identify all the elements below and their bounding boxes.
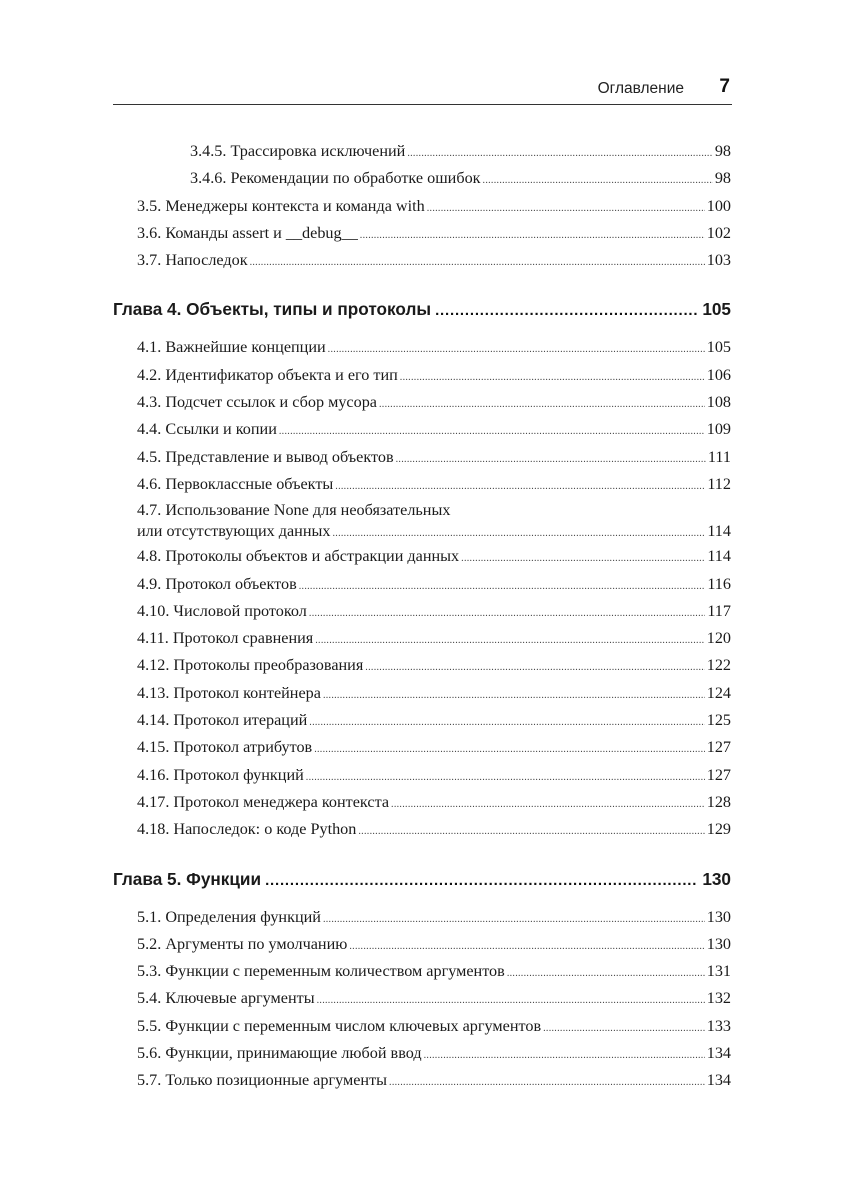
dot-leader [396, 444, 706, 473]
toc-entry[interactable] [113, 362, 731, 389]
dot-leader [435, 294, 698, 326]
dot-leader [250, 247, 705, 276]
toc-entry-page: 105 [706, 338, 731, 357]
dot-leader [389, 1067, 705, 1096]
chapter-title: Глава 4. Объекты, типы и протоколы [113, 299, 432, 320]
dot-leader [400, 362, 705, 391]
toc-entry-number: 4.5. [137, 447, 162, 466]
toc-entry-title: Подсчет ссылок и сбор мусора [165, 393, 377, 412]
toc-entry-title: Трассировка исключений [230, 142, 406, 160]
toc-entry-title: Определения функций [165, 907, 321, 926]
toc-entry[interactable] [113, 571, 731, 598]
toc-entry-title-continued: или отсутствующих данных [137, 522, 331, 541]
toc-entry-title: Идентификатор объекта и его тип [165, 365, 398, 384]
toc-entry-title: Протокол контейнера [173, 683, 321, 702]
toc-entry[interactable] [113, 247, 731, 274]
dot-leader [379, 389, 705, 418]
toc-entry-number: 4.15. [137, 738, 170, 757]
dot-leader [279, 416, 705, 445]
toc-entry[interactable] [113, 444, 731, 471]
toc-entry[interactable] [113, 707, 731, 734]
toc-entry-page: 100 [706, 196, 731, 215]
toc-entry-page: 108 [706, 393, 731, 412]
dot-leader [365, 652, 704, 681]
dot-leader [424, 1040, 705, 1069]
toc-entry-title: Протокол итераций [173, 711, 308, 730]
toc-entry[interactable] [113, 762, 731, 789]
toc-entry-page: 128 [706, 792, 731, 811]
toc-entry-number: 4.7. [137, 501, 162, 520]
toc-entry-page: 129 [706, 820, 731, 839]
dot-leader [306, 762, 705, 791]
toc-entry[interactable] [113, 471, 731, 498]
toc-entry-number: 5.5. [137, 1016, 162, 1035]
toc-entry[interactable] [113, 165, 731, 192]
toc-entry-page: 131 [706, 962, 731, 981]
toc-entry-page: 116 [707, 574, 731, 593]
toc-entry[interactable] [113, 389, 731, 416]
dot-leader [543, 1013, 705, 1042]
toc-entry-number: 4.17. [137, 792, 170, 811]
toc-entry-number: 4.14. [137, 711, 170, 730]
dot-leader [332, 519, 705, 546]
toc-entry-number: 4.3. [137, 393, 162, 412]
dot-leader [317, 985, 705, 1014]
dot-leader [391, 789, 705, 818]
dot-leader [335, 471, 705, 500]
toc-entry-page: 133 [706, 1016, 731, 1035]
toc-entry-page: 102 [706, 223, 731, 242]
toc-entry-number: 4.1. [137, 338, 162, 357]
toc-entry[interactable] [113, 958, 731, 985]
toc-entry-page: 98 [714, 169, 731, 188]
table-of-contents [113, 138, 731, 1095]
toc-entry-title: Функции, принимающие любой ввод [165, 1044, 422, 1063]
toc-entry-title: Функции с переменным числом ключевых аргументов [165, 1016, 542, 1035]
dot-leader [483, 165, 713, 194]
toc-entry[interactable] [113, 625, 731, 652]
toc-entry-page: 103 [706, 251, 731, 270]
toc-entry-title: Функции с переменным количеством аргументов [165, 962, 505, 981]
toc-entry[interactable] [113, 816, 731, 843]
toc-entry[interactable] [113, 931, 731, 958]
toc-entry-page: 114 [707, 522, 731, 541]
toc-entry-number: 5.4. [137, 989, 162, 1008]
running-title: Оглавление [597, 80, 684, 97]
toc-entry-title: Первоклассные объекты [165, 474, 334, 493]
dot-leader [323, 680, 705, 709]
toc-entry-title: Протокол функций [173, 765, 304, 784]
toc-entry-number: 3.5. [137, 196, 162, 215]
toc-entry[interactable] [113, 138, 731, 165]
toc-entry-number: 4.12. [137, 656, 170, 675]
toc-entry[interactable] [113, 193, 731, 220]
dot-leader [358, 816, 704, 845]
running-header [113, 76, 732, 105]
toc-entry-page: 111 [707, 447, 731, 466]
toc-entry[interactable] [113, 985, 731, 1012]
toc-entry-title: Протокол атрибутов [173, 738, 313, 757]
toc-entry-title: Важнейшие концепции [165, 338, 326, 357]
toc-entry[interactable] [113, 789, 731, 816]
toc-entry-page: 124 [706, 683, 731, 702]
dot-leader [328, 334, 705, 363]
chapter-heading-4[interactable] [113, 294, 731, 324]
chapter-page: 105 [702, 299, 731, 320]
toc-entry[interactable] [113, 652, 731, 679]
chapter-page: 130 [702, 868, 731, 889]
toc-entry-title: Команды assert и __debug__ [165, 223, 358, 242]
toc-entry-title: Протоколы объектов и абстракции данных [165, 547, 460, 566]
toc-entry-number: 4.4. [137, 420, 162, 439]
toc-entry-title: Ссылки и копии [165, 420, 277, 439]
toc-entry-title: Менеджеры контекста и команда with [165, 196, 425, 215]
toc-entry-title: Числовой протокол [173, 601, 307, 620]
toc-entry[interactable] [113, 220, 731, 247]
toc-entry-page: 109 [706, 420, 731, 439]
toc-entry-page: 112 [707, 474, 731, 493]
toc-entry[interactable] [113, 543, 731, 570]
toc-entry-title: Протоколы преобразования [173, 656, 364, 675]
dot-leader [323, 904, 705, 933]
toc-entry-number: 5.6. [137, 1044, 162, 1063]
toc-entry-number: 4.13. [137, 683, 170, 702]
toc-entry-page: 132 [706, 989, 731, 1008]
toc-entry-page: 134 [706, 1071, 731, 1090]
toc-entry[interactable] [113, 1040, 731, 1067]
toc-entry-title: Аргументы по умолчанию [165, 934, 348, 953]
toc-entry-title: Напоследок: о коде Python [173, 820, 357, 839]
toc-entry-page: 106 [706, 365, 731, 384]
toc-entry-number: 4.16. [137, 765, 170, 784]
toc-entry-number: 5.2. [137, 934, 162, 953]
toc-entry-number: 4.18. [137, 820, 170, 839]
dot-leader [309, 598, 705, 627]
dot-leader [407, 138, 712, 167]
toc-entry-number: 3.4.6. [190, 169, 227, 188]
dot-leader [360, 220, 705, 249]
toc-entry[interactable] [113, 498, 731, 543]
dot-leader [461, 543, 705, 572]
toc-entry-number: 3.7. [137, 251, 162, 270]
toc-entry-title: Протокол объектов [165, 574, 297, 593]
dot-leader [309, 707, 704, 736]
toc-entry-title: Напоследок [165, 251, 248, 270]
toc-entry[interactable] [113, 334, 731, 361]
toc-entry-number: 4.6. [137, 474, 162, 493]
toc-entry-page: 98 [714, 142, 731, 160]
toc-entry[interactable] [113, 734, 731, 761]
toc-entry-page: 117 [707, 601, 731, 620]
toc-entry-page: 114 [707, 547, 731, 566]
toc-entry-title: Ключевые аргументы [165, 989, 315, 1008]
toc-entry-page: 130 [706, 907, 731, 926]
toc-entry[interactable] [113, 1067, 731, 1094]
toc-entry-page: 127 [706, 765, 731, 784]
toc-entry-number: 4.10. [137, 601, 170, 620]
toc-entry-number: 5.7. [137, 1071, 162, 1090]
dot-leader [265, 864, 698, 896]
chapter-heading-5[interactable] [113, 864, 731, 894]
dot-leader [349, 931, 704, 960]
toc-entry-title: Протокол менеджера контекста [173, 792, 390, 811]
toc-entry-page: 122 [706, 656, 731, 675]
toc-entry[interactable] [113, 416, 731, 443]
dot-leader [315, 625, 704, 654]
toc-entry-page: 120 [706, 629, 731, 648]
toc-entry-number: 4.9. [137, 574, 162, 593]
toc-entry-page: 125 [706, 711, 731, 730]
toc-entry-page: 130 [706, 934, 731, 953]
dot-leader [299, 571, 706, 600]
toc-entry-title: Рекомендации по обработке ошибок [230, 169, 481, 188]
toc-entry[interactable] [113, 598, 731, 625]
toc-entry-number: 3.4.5. [190, 142, 227, 160]
toc-entry-title: Только позиционные аргументы [165, 1071, 388, 1090]
toc-entry[interactable] [113, 904, 731, 931]
toc-entry-number: 5.1. [137, 907, 162, 926]
dot-leader [314, 734, 705, 763]
toc-entry-number: 5.3. [137, 962, 162, 981]
toc-entry-title: Использование None для необязательных [165, 501, 451, 520]
toc-entry[interactable] [113, 680, 731, 707]
toc-entry-title: Представление и вывод объектов [165, 447, 394, 466]
chapter-title: Глава 5. Функции [113, 868, 262, 889]
toc-entry-number: 3.6. [137, 223, 162, 242]
page-number: 7 [719, 76, 730, 97]
toc-entry-page: 127 [706, 738, 731, 757]
dot-leader [427, 193, 705, 222]
toc-entry-number: 4.2. [137, 365, 162, 384]
toc-entry-page: 134 [706, 1044, 731, 1063]
toc-entry-number: 4.11. [137, 629, 169, 648]
toc-entry-number: 4.8. [137, 547, 162, 566]
dot-leader [507, 958, 705, 987]
toc-entry[interactable] [113, 1013, 731, 1040]
toc-entry-title: Протокол сравнения [172, 629, 314, 648]
